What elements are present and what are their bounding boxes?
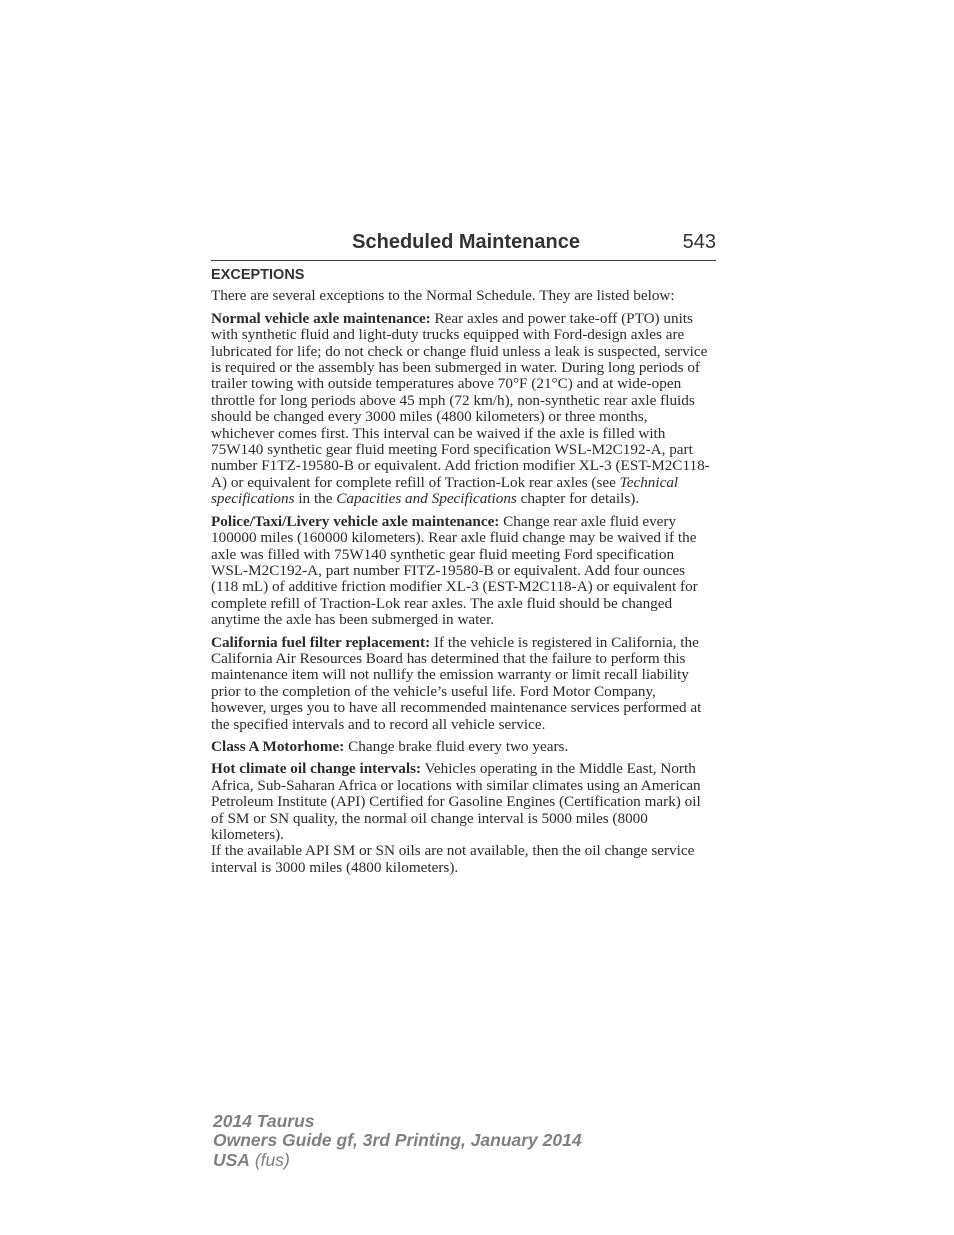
california-fuel-filter-paragraph: [211, 635, 711, 733]
page-number: 543: [682, 231, 716, 253]
capacities-specifications-ref: Capacities and Specifications: [336, 490, 517, 508]
page-footer: [213, 1112, 582, 1170]
footer-model: 2014 Taurus: [213, 1111, 315, 1131]
axle-maintenance-label: Normal vehicle axle maintenance:: [211, 309, 431, 327]
page-body: [211, 267, 711, 882]
hot-climate-followup: If the available API SM or SN oils are not available, then the oil change service interval is 3000 miles (4800 kilometers).: [211, 842, 695, 876]
section-title: Scheduled Maintenance: [352, 231, 580, 253]
footer-region: [213, 1151, 582, 1170]
page-header: [211, 229, 716, 261]
hot-climate-paragraph: [211, 761, 711, 843]
intro-paragraph: There are several exceptions to the Normal Schedule. They are listed below:: [211, 287, 675, 305]
motorhome-paragraph: [211, 739, 711, 755]
section-heading: EXCEPTIONS: [211, 267, 305, 283]
hot-climate-text: Vehicles operating in the Middle East, North Africa, Sub-Saharan Africa or locations with similar climates using an American Petroleum Institute (API) Certified for Gasoline Engines (Certification mark) oil of SM or SN quality, the normal oil change interval is 5000 miles (8000 kilometers).: [211, 760, 701, 843]
motorhome-label: Class A Motorhome:: [211, 737, 345, 755]
police-axle-text: Change rear axle fluid every 100000 miles (160000 kilometers). Rear axle fluid change may be waived if the axle was filled with 75W140 synthetic gear fluid meeting Ford specification WSL-M2C192-A, part number FITZ-19580-B or equivalent. Add four ounces (118 mL) of additive friction modifier XL-3 (EST-M2C118-A) or equivalent for complete refill of Traction-Lok rear axles. The axle fluid should be changed anytime the axle has been submerged in water.: [211, 512, 698, 629]
california-fuel-filter-text: If the vehicle is registered in California, the California Air Resources Board has determined that the failure to perform this maintenance item will not nullify the emission warranty or limit recall liability prior to the completion of the vehicle’s useful life. Ford Motor Company, however, urges you to have all recommended maintenance services performed at the specified intervals and to record all vehicle service.: [211, 633, 702, 733]
hot-climate-label: Hot climate oil change intervals:: [211, 760, 422, 778]
footer-printing: Owners Guide gf, 3rd Printing, January 2014: [213, 1130, 582, 1151]
axle-maintenance-paragraph: [211, 311, 711, 508]
axle-maintenance-mid: in the: [294, 490, 337, 508]
police-axle-label: Police/Taxi/Livery vehicle axle maintenance:: [211, 512, 500, 530]
axle-maintenance-end: chapter for details).: [516, 490, 640, 508]
police-axle-paragraph: [211, 514, 711, 629]
footer-region-suffix: (fus): [249, 1149, 290, 1170]
axle-maintenance-text: Rear axles and power take-off (PTO) units with synthetic fluid and light-duty trucks equipped with Ford-design axles are lubricated for life; do not check or change fluid unless a leak is suspected, service is required or the assembly has been submerged in water. During long periods of trailer towing with outside temperatures above 70°F (21°C) and at wide-open throttle for long periods above 45 mph (72 km/h), non-synthetic rear axle fluids should be changed every 3000 miles (4800 kilometers) or three months, whichever comes first. This interval can be waived if the axle is filled with 75W140 synthetic gear fluid meeting Ford specification WSL-M2C192-A, part number F1TZ-19580-B or equivalent. Add friction modifier XL-3 (EST-M2C118-A) or equivalent for complete refill of Traction-Lok rear axles (see: [211, 309, 710, 491]
motorhome-text: Change brake fluid every two years.: [344, 737, 569, 755]
footer-region-main: USA: [213, 1149, 250, 1170]
technical-specifications-ref: Technical specifications: [211, 473, 679, 508]
california-fuel-filter-label: California fuel filter replacement:: [211, 633, 431, 651]
